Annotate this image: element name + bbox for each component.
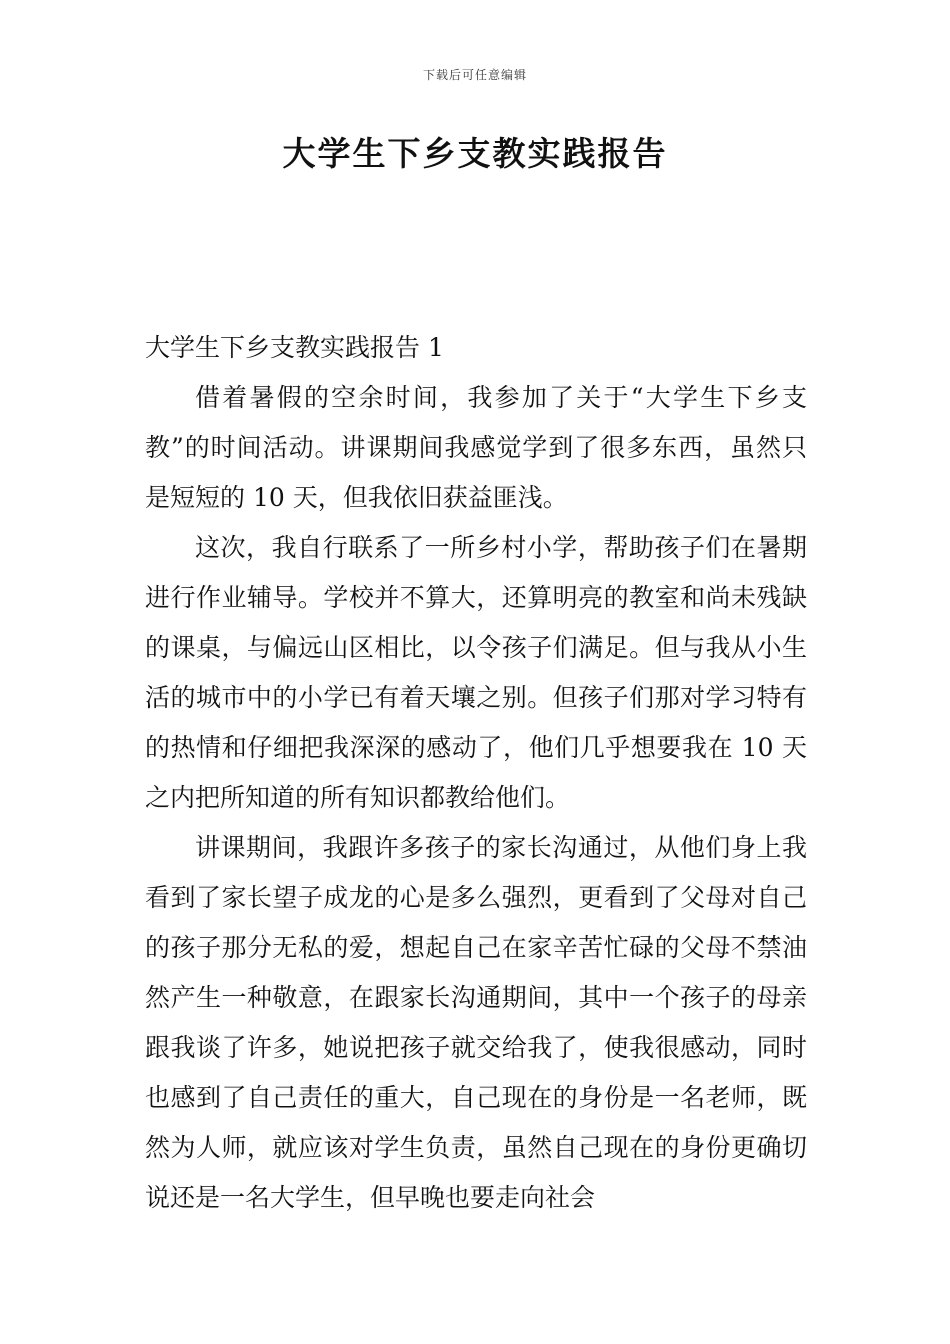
section-title: 大学生下乡支教实践报告 1 — [145, 333, 444, 362]
paragraph-2: 这次，我自行联系了一所乡村小学，帮助孩子们在暑期进行作业辅导。学校并不算大，还算明亮的教室和尚未残缺的课桌，与偏远山区相比，以令孩子们满足。但与我从小生活的城市中的小学已有着天壤之别。但孩子们那对学习特有的热情和仔细把我深深的感动了，他们几乎想要我在 10 天之内把所知道的所有知识都教给他们。 — [145, 533, 807, 812]
paragraph-3: 讲课期间，我跟许多孩子的家长沟通过，从他们身上我看到了家长望子成龙的心是多么强烈，更看到了父母对自己的孩子那分无私的爱，想起自己在家辛苦忙碌的父母不禁油然产生一种敬意，在跟家长沟通期间，其中一个孩子的母亲跟我谈了许多，她说把孩子就交给我了，使我很感动，同时也感到了自己责任的重大，自己现在的身份是一名老师，既然为人师，就应该对学生负责，虽然自己现在的身份更确切说还是一名大学生，但早晚也要走向社会 — [145, 833, 807, 1212]
document-title: 大学生下乡支教实践报告 — [282, 134, 668, 173]
document-body — [145, 323, 807, 1223]
header-note: 下载后可任意编辑 — [422, 68, 527, 82]
paragraph-1: 借着暑假的空余时间，我参加了关于“大学生下乡支教”的时间活动。讲课期间我感觉学到了很多东西，虽然只是短短的 10 天，但我依旧获益匪浅。 — [145, 383, 807, 512]
